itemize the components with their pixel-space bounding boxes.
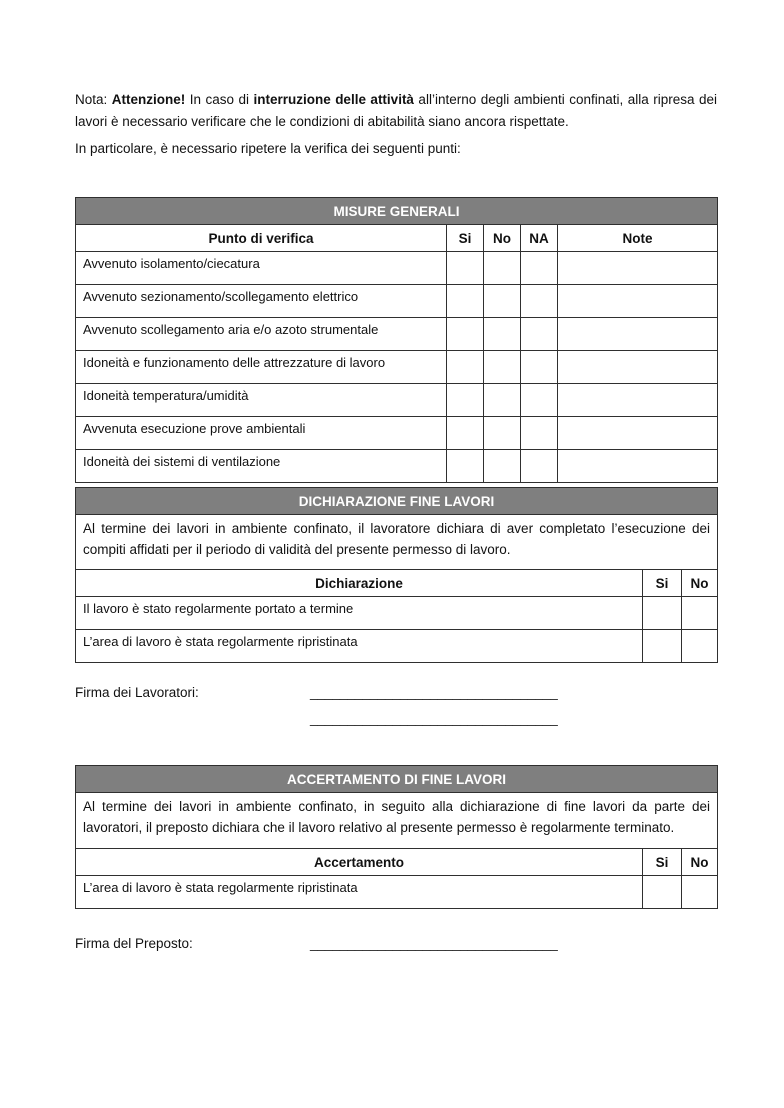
table-title-row — [76, 488, 718, 515]
accertamento-title: ACCERTAMENTO DI FINE LAVORI — [76, 766, 718, 793]
table-intro-row — [76, 515, 718, 570]
dichiarazione-intro: Al termine dei lavori in ambiente confinato, il lavoratore dichiara di aver completato l’esecuzione dei compiti affidati per il periodo di validità del presente permesso di lavoro. — [76, 515, 718, 570]
check-cell-si[interactable] — [447, 384, 484, 417]
col-header-dichiarazione: Dichiarazione — [76, 570, 643, 597]
dichiarazione-item-label: L’area di lavoro è stata regolarmente ripristinata — [76, 630, 643, 663]
note-cell[interactable] — [558, 351, 718, 384]
col-header-note: Note — [558, 225, 718, 252]
table-title-row — [76, 198, 718, 225]
table-row — [76, 318, 718, 351]
note-bold-interruzione: interruzione delle attività — [253, 92, 414, 107]
verifica-item-label: Avvenuta esecuzione prove ambientali — [76, 417, 447, 450]
check-cell-si[interactable] — [447, 318, 484, 351]
misure-generali-title: MISURE GENERALI — [76, 198, 718, 225]
col-header-no: No — [682, 849, 718, 876]
signature-line[interactable]: _________________________________ — [310, 685, 558, 700]
table-row — [76, 351, 718, 384]
dichiarazione-title: DICHIARAZIONE FINE LAVORI — [76, 488, 718, 515]
firma-preposto-label: Firma del Preposto: — [75, 936, 193, 951]
note-cell[interactable] — [558, 318, 718, 351]
note-prefix: Nota: — [75, 92, 112, 107]
signature-line[interactable]: _________________________________ — [310, 711, 558, 726]
note-bold-attenzione: Attenzione! — [111, 92, 186, 107]
firma-preposto-block — [75, 933, 717, 959]
check-cell-si[interactable] — [447, 417, 484, 450]
verifica-item-label: Avvenuto scollegamento aria e/o azoto strumentale — [76, 318, 447, 351]
verifica-item-label: Idoneità temperatura/umidità — [76, 384, 447, 417]
table-row — [76, 876, 718, 909]
note-paragraph — [75, 89, 717, 133]
table-row — [76, 285, 718, 318]
check-cell-no[interactable] — [484, 285, 521, 318]
col-header-si: Si — [643, 849, 682, 876]
check-cell-si[interactable] — [447, 351, 484, 384]
note-cell[interactable] — [558, 252, 718, 285]
table-row — [76, 597, 718, 630]
verifica-item-label: Idoneità dei sistemi di ventilazione — [76, 450, 447, 483]
accertamento-item-label: L’area di lavoro è stata regolarmente ripristinata — [76, 876, 643, 909]
note-rest: all’interno degli ambienti confinati, alla ripresa dei lavori è necessario verificare che le condizioni di abitabilità siano ancora rispettate. — [75, 92, 717, 129]
col-header-accertamento: Accertamento — [76, 849, 643, 876]
table-row — [76, 384, 718, 417]
accertamento-table — [75, 765, 718, 909]
table-row — [76, 450, 718, 483]
table-title-row — [76, 766, 718, 793]
check-cell-no[interactable] — [682, 630, 718, 663]
col-header-na: NA — [521, 225, 558, 252]
table-row — [76, 252, 718, 285]
table-header-row — [76, 570, 718, 597]
col-header-si: Si — [447, 225, 484, 252]
dichiarazione-item-label: Il lavoro è stato regolarmente portato a termine — [76, 597, 643, 630]
check-cell-no[interactable] — [484, 384, 521, 417]
verifica-item-label: Avvenuto sezionamento/scollegamento elettrico — [76, 285, 447, 318]
table-header-row — [76, 225, 718, 252]
check-cell-si[interactable] — [643, 597, 682, 630]
check-cell-na[interactable] — [521, 318, 558, 351]
note-mid: In caso di — [185, 92, 254, 107]
check-cell-si[interactable] — [447, 252, 484, 285]
misure-generali-table — [75, 197, 718, 483]
check-cell-na[interactable] — [521, 351, 558, 384]
check-cell-na[interactable] — [521, 384, 558, 417]
note-cell[interactable] — [558, 450, 718, 483]
check-cell-si[interactable] — [447, 285, 484, 318]
check-cell-si[interactable] — [447, 450, 484, 483]
intro-paragraph: In particolare, è necessario ripetere la verifica dei seguenti punti: — [75, 141, 461, 156]
table-row — [76, 630, 718, 663]
note-cell[interactable] — [558, 417, 718, 450]
check-cell-na[interactable] — [521, 450, 558, 483]
check-cell-na[interactable] — [521, 285, 558, 318]
check-cell-no[interactable] — [682, 876, 718, 909]
signature-line[interactable]: _________________________________ — [310, 936, 558, 951]
accertamento-intro: Al termine dei lavori in ambiente confinato, in seguito alla dichiarazione di fine lavori da parte dei lavoratori, il preposto dichiara che il lavoro relativo al presente permesso è regolarmente terminato. — [76, 793, 718, 849]
check-cell-no[interactable] — [484, 318, 521, 351]
dichiarazione-table — [75, 487, 718, 663]
table-intro-row — [76, 793, 718, 849]
check-cell-na[interactable] — [521, 252, 558, 285]
col-header-punto-di-verifica: Punto di verifica — [76, 225, 447, 252]
firma-lavoratori-label: Firma dei Lavoratori: — [75, 685, 199, 700]
table-header-row — [76, 849, 718, 876]
note-cell[interactable] — [558, 384, 718, 417]
check-cell-no[interactable] — [682, 597, 718, 630]
col-header-si: Si — [643, 570, 682, 597]
check-cell-no[interactable] — [484, 252, 521, 285]
check-cell-si[interactable] — [643, 876, 682, 909]
col-header-no: No — [484, 225, 521, 252]
firma-lavoratori-block — [75, 682, 717, 734]
check-cell-na[interactable] — [521, 417, 558, 450]
verifica-item-label: Idoneità e funzionamento delle attrezzature di lavoro — [76, 351, 447, 384]
check-cell-no[interactable] — [484, 351, 521, 384]
note-cell[interactable] — [558, 285, 718, 318]
table-row — [76, 417, 718, 450]
check-cell-si[interactable] — [643, 630, 682, 663]
check-cell-no[interactable] — [484, 450, 521, 483]
verifica-item-label: Avvenuto isolamento/ciecatura — [76, 252, 447, 285]
check-cell-no[interactable] — [484, 417, 521, 450]
col-header-no: No — [682, 570, 718, 597]
